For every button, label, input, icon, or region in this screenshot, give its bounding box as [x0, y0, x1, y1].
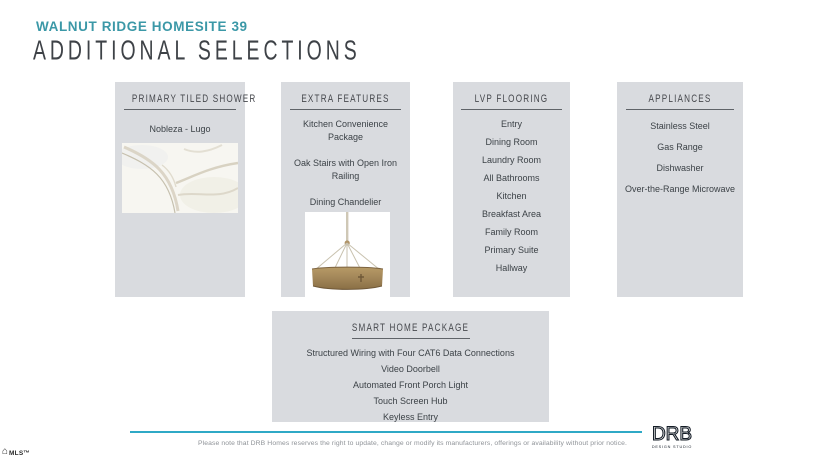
selection-item: Laundry Room — [481, 155, 542, 165]
panel-title-underline — [290, 109, 401, 110]
panel-extra-features — [281, 82, 410, 297]
panel-primary-tiled-shower — [115, 82, 257, 297]
selection-item: Gas Range — [657, 142, 703, 152]
marble-tile-graphic — [122, 143, 238, 213]
panel-title: APPLIANCES — [648, 93, 712, 105]
panel-title: SMART HOME PACKAGE — [351, 322, 470, 334]
selection-item: Primary Suite — [484, 245, 539, 255]
panel-title-underline — [626, 109, 734, 110]
panel-lvp-flooring — [453, 82, 570, 297]
selection-list — [617, 116, 743, 200]
drb-design-studio-logo — [645, 423, 699, 451]
mls-watermark — [2, 447, 30, 457]
mls-watermark-label: MLS™ — [9, 450, 31, 457]
selection-item: Entry — [500, 119, 522, 129]
selection-item: Oak Stairs with Open Iron Railing — [293, 158, 398, 181]
selection-item: Keyless Entry — [382, 412, 439, 422]
selection-item: All Bathrooms — [483, 173, 540, 183]
selection-item: Family Room — [484, 227, 538, 237]
drum-chandelier-image — [305, 212, 390, 297]
panel-appliances — [617, 82, 743, 297]
drb-logo-graphic — [645, 423, 699, 451]
marble-tile-image — [122, 143, 238, 213]
chandelier-graphic — [305, 212, 390, 297]
selection-item: Breakfast Area — [481, 209, 542, 219]
footer-disclaimer: Please note that DRB Homes reserves the right to update, change or modify its manufacturers, offerings or availability without prior notice. — [197, 440, 628, 447]
selection-item: Hallway — [495, 263, 528, 273]
panel-title: PRIMARY TILED SHOWER — [131, 93, 257, 105]
selection-item: Over-the-Range Microwave — [624, 184, 736, 194]
selection-list — [272, 345, 549, 425]
footer-divider — [130, 431, 642, 433]
panel-title-underline — [352, 338, 470, 339]
selection-item: Kitchen — [496, 191, 527, 201]
selection-item: Automated Front Porch Light — [352, 380, 469, 390]
house-icon: ⌂ — [2, 446, 9, 457]
selection-list — [453, 115, 570, 277]
panel-title: LVP FLOORING — [474, 93, 549, 105]
page-title: ADDITIONAL SELECTIONS — [33, 35, 361, 66]
drb-logo-tagline: DESIGN STUDIO — [651, 445, 693, 449]
panel-title-underline — [461, 109, 562, 110]
selection-item: Structured Wiring with Four CAT6 Data Connections — [306, 348, 515, 358]
panel-title-underline — [124, 109, 236, 110]
drb-logo-text: DRB — [651, 424, 693, 445]
selection-item: Dishwasher — [656, 163, 704, 173]
selection-item: Dining Room — [485, 137, 538, 147]
panel-title: EXTRA FEATURES — [301, 93, 390, 105]
panel-smart-home-package — [272, 311, 549, 422]
selection-item: Video Doorbell — [381, 364, 440, 374]
homesite-subtitle: WALNUT RIDGE HOMESITE 39 — [36, 19, 248, 34]
selection-item: Dining Chandelier — [309, 197, 382, 207]
selection-item: Nobleza - Lugo — [149, 124, 211, 134]
selection-item: Kitchen Convenience Package — [302, 119, 389, 142]
selection-item: Touch Screen Hub — [373, 396, 448, 406]
selection-item: Stainless Steel — [650, 121, 710, 131]
